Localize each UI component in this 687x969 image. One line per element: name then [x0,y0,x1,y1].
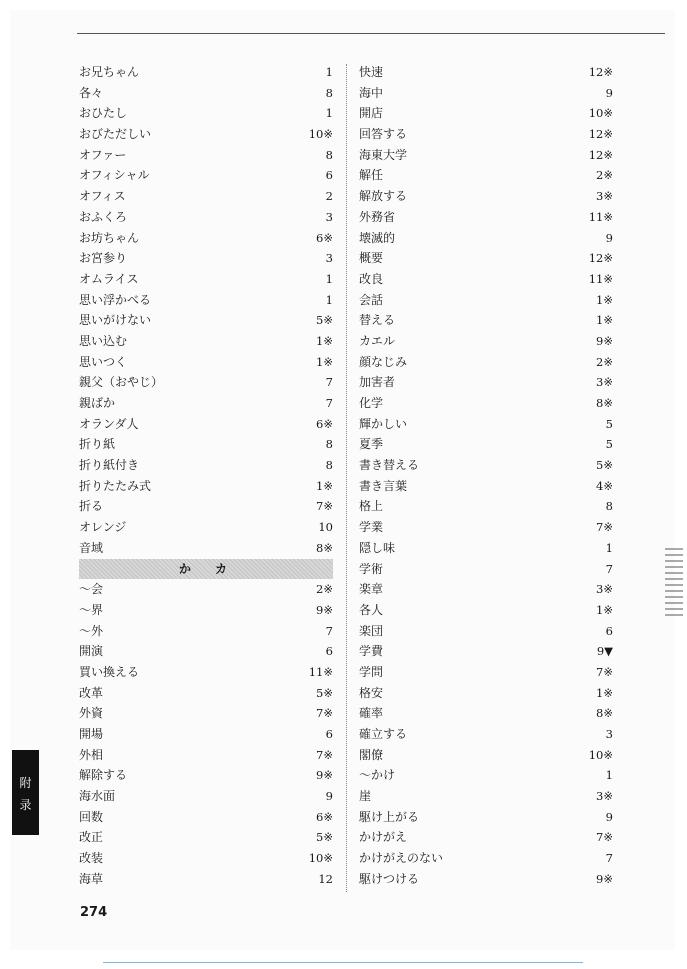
entry-lesson-number: 6 [325,727,333,741]
entry-word: 各々 [79,85,104,100]
entry-word: 壊滅的 [359,230,396,245]
entry-lesson-number: 3 [605,727,613,741]
index-entry [79,352,333,373]
entry-lesson-number: 2※ [316,582,333,597]
entry-lesson-number: 7 [605,561,613,576]
entry-lesson-number: 3※ [596,789,613,804]
index-entry [79,372,333,393]
index-entry [359,745,613,766]
index-entry [79,683,333,704]
entry-word: お坊ちゃん [79,230,140,245]
entry-lesson-number: 7※ [596,664,613,679]
entry-word: 海東大学 [359,147,408,162]
column-divider [346,64,347,892]
entry-word: 加害者 [359,375,396,390]
entry-word: 海水面 [79,789,116,804]
entry-lesson-number: 12※ [588,147,613,162]
entry-lesson-number: 1 [605,540,613,555]
index-entry [359,165,613,186]
index-entry [79,455,333,476]
entry-word: 音域 [79,540,104,555]
entry-lesson-number: 8 [325,458,333,473]
index-entry [79,393,333,414]
index-entry [359,786,613,807]
entry-lesson-number: 2 [325,189,333,204]
entry-lesson-number: 1※ [316,354,333,369]
entry-lesson-number: 1 [325,271,333,286]
entry-word: 顔なじみ [359,354,408,369]
entry-lesson-number: 8※ [596,706,613,721]
entry-word: カエル [359,333,396,348]
entry-word: 学問 [359,664,384,679]
entry-word: 思い浮かべる [79,292,152,307]
entry-word: 楽章 [359,582,384,597]
entry-lesson-number: 1※ [316,333,333,348]
entry-word: お兄ちゃん [79,65,140,79]
entry-word: 思い込む [79,333,128,348]
index-entry [359,414,613,435]
entry-lesson-number: 8 [325,437,333,452]
entry-lesson-number: 12※ [588,251,613,266]
index-entry [79,641,333,662]
entry-word: 開店 [359,106,384,121]
entry-lesson-number: 7※ [316,747,333,762]
index-entry [359,103,613,124]
index-entry [79,538,333,559]
index-entry [79,310,333,331]
entry-lesson-number: 7 [325,396,333,410]
entry-word: 駆けつける [359,871,420,886]
entry-word: オレンジ [79,520,127,535]
index-entry [79,765,333,786]
index-entry [79,869,333,890]
entry-lesson-number: 7 [325,623,333,638]
entry-lesson-number: 12※ [588,127,613,142]
index-entry [359,372,613,393]
section-header-ka: か カ [79,559,333,580]
index-entry [79,848,333,869]
entry-lesson-number: 7※ [596,520,613,535]
index-entry [359,848,613,869]
index-entry [79,124,333,145]
entry-lesson-number: 5※ [596,458,613,473]
index-entry [359,641,613,662]
entry-lesson-number: 8 [325,85,333,100]
entry-word: おびただしい [79,127,152,142]
entry-word: 改装 [79,851,104,866]
entry-word: 輝かしい [359,416,408,431]
index-entry [359,62,613,83]
entry-word: オランダ人 [79,416,139,431]
index-entry [79,248,333,269]
index-entry [79,600,333,621]
index-entry [79,228,333,249]
entry-word: 書き言葉 [359,478,408,493]
entry-word: 開場 [79,727,104,741]
entry-word: 海中 [359,85,384,100]
left-column [79,62,333,890]
entry-lesson-number: 12 [318,871,333,886]
bottom-rule [103,962,583,963]
index-entry [359,559,613,580]
entry-word: 格上 [359,499,384,514]
index-entry [79,269,333,290]
entry-lesson-number: 9▼ [596,644,613,659]
entry-word: 駆け上がる [359,809,420,824]
entry-word: 確立する [359,727,408,741]
entry-lesson-number: 2※ [596,354,613,369]
entry-lesson-number: 7※ [316,499,333,514]
entry-lesson-number: 6※ [316,809,333,824]
side-tab-char: 附 [19,776,32,790]
entry-word: 解除する [79,768,128,783]
entry-lesson-number: 10※ [588,747,613,762]
entry-word: オフィス [79,189,126,204]
entry-word: 思いつく [79,354,128,369]
index-entry [79,165,333,186]
entry-lesson-number: 11※ [308,664,333,679]
right-column [359,62,613,890]
entry-lesson-number: 9 [605,230,613,245]
entry-lesson-number: 3 [325,251,333,266]
entry-word: 解任 [359,168,384,183]
entry-word: 折る [79,499,104,514]
index-entry [359,145,613,166]
entry-lesson-number: 1 [325,292,333,307]
index-entry [359,352,613,373]
entry-lesson-number: 1※ [596,292,613,307]
entry-word: 買い換える [79,664,140,679]
entry-lesson-number: 9 [605,85,613,100]
entry-word: ～界 [79,602,104,617]
index-entry [79,476,333,497]
entry-word: おふくろ [79,209,128,224]
entry-lesson-number: 1※ [316,478,333,493]
side-tab-char: 录 [19,798,32,812]
entry-word: 海草 [79,871,104,886]
entry-lesson-number: 7 [325,375,333,390]
index-entry [359,207,613,228]
index-entry [359,662,613,683]
entry-lesson-number: 3※ [596,189,613,204]
entry-word: お宮参り [79,251,128,266]
entry-lesson-number: 9※ [316,602,333,617]
index-entry [79,207,333,228]
index-entry [79,414,333,435]
entry-word: オフィシャル [79,168,150,183]
index-entry [359,310,613,331]
index-entry [359,517,613,538]
index-entry [79,517,333,538]
page-number: 274 [80,905,108,920]
entry-lesson-number: 1※ [596,685,613,700]
entry-lesson-number: 11※ [588,271,613,286]
entry-word: 折り紙付き [79,458,140,473]
entry-word: オムライス [79,271,139,286]
entry-word: 確率 [359,706,384,721]
entry-lesson-number: 9 [325,789,333,804]
index-entry [79,703,333,724]
entry-lesson-number: 9※ [596,871,613,886]
entry-lesson-number: 7 [605,851,613,866]
entry-lesson-number: 6 [605,623,613,638]
entry-lesson-number: 1 [605,768,613,783]
entry-lesson-number: 4※ [596,478,613,493]
entry-lesson-number: 1※ [596,313,613,328]
index-entry [359,248,613,269]
entry-lesson-number: 5※ [316,685,333,700]
index-entry [79,807,333,828]
entry-word: 快速 [359,65,384,79]
entry-lesson-number: 9 [605,809,613,824]
entry-word: 回答する [359,127,408,142]
entry-word: 概要 [359,251,384,266]
entry-word: ～かけ [359,768,396,783]
index-entry [359,228,613,249]
entry-lesson-number: 6※ [316,230,333,245]
entry-lesson-number: 5※ [316,313,333,328]
entry-word: 学業 [359,520,384,535]
entry-word: 隠し味 [359,540,396,555]
entry-word: 書き替える [359,458,420,473]
entry-word: 思いがけない [79,313,152,328]
entry-word: 改正 [79,830,104,845]
entry-word: 各人 [359,602,384,617]
index-entry [359,455,613,476]
entry-lesson-number: 5 [605,437,613,452]
entry-lesson-number: 1※ [596,602,613,617]
index-entry [359,476,613,497]
entry-lesson-number: 10 [318,520,333,535]
index-entry [359,538,613,559]
index-entry [359,869,613,890]
index-entry [359,434,613,455]
entry-word: 格安 [359,685,384,700]
entry-word: 外相 [79,747,104,762]
entry-lesson-number: 2※ [596,168,613,183]
appendix-side-tab [12,750,39,835]
index-entry [79,62,333,83]
entry-word: 折り紙 [79,437,116,452]
entry-word: 改革 [79,685,104,700]
entry-lesson-number: 8 [325,147,333,162]
index-entry [359,124,613,145]
entry-word: 解放する [359,189,408,204]
index-entry [359,827,613,848]
index-entry [359,683,613,704]
entry-word: 親父（おやじ） [79,375,164,390]
entry-word: 改良 [359,271,384,286]
index-entry [359,269,613,290]
entry-lesson-number: 8※ [316,540,333,555]
entry-word: 会話 [359,292,384,307]
index-entry [359,83,613,104]
index-entry [359,393,613,414]
entry-lesson-number: 8 [605,499,613,514]
entry-word: 親ばか [79,396,116,410]
entry-word: 開演 [79,644,104,659]
entry-word: かけがえ [359,830,408,845]
index-entry [79,83,333,104]
entry-lesson-number: 3※ [596,582,613,597]
entry-lesson-number: 6※ [316,416,333,431]
index-entry [79,496,333,517]
entry-lesson-number: 3 [325,209,333,224]
index-entry [79,434,333,455]
index-entry [359,807,613,828]
index-entry [359,331,613,352]
index-entry [359,290,613,311]
index-entry [359,724,613,745]
entry-word: 崖 [359,789,372,804]
index-entry [79,579,333,600]
entry-word: かけがえのない [359,851,444,866]
top-rule [77,33,665,34]
entry-lesson-number: 10※ [308,851,333,866]
index-entry [79,745,333,766]
margin-scan-mark [665,548,683,618]
index-entry [359,600,613,621]
entry-lesson-number: 1 [325,65,333,79]
entry-lesson-number: 9※ [596,333,613,348]
entry-lesson-number: 10※ [588,106,613,121]
index-entry [359,186,613,207]
entry-word: おひたし [79,106,128,121]
entry-word: ～会 [79,582,104,597]
entry-word: ～外 [79,623,104,638]
entry-lesson-number: 10※ [308,127,333,142]
index-entry [359,765,613,786]
index-entry [359,496,613,517]
entry-lesson-number: 3※ [596,375,613,390]
index-entry [79,290,333,311]
index-entry [359,579,613,600]
index-entry [79,662,333,683]
index-entry [359,703,613,724]
entry-word: オファー [79,147,127,162]
index-entry [79,103,333,124]
entry-lesson-number: 11※ [588,209,613,224]
index-entry [79,331,333,352]
entry-word: 閣僚 [359,747,384,762]
index-entry [79,786,333,807]
entry-lesson-number: 1 [325,106,333,121]
entry-word: 回数 [79,809,104,824]
entry-word: 折りたたみ式 [79,478,152,493]
index-entry [79,145,333,166]
entry-lesson-number: 12※ [588,65,613,79]
index-entry [79,827,333,848]
index-entry [79,186,333,207]
index-entry [359,621,613,642]
entry-lesson-number: 7※ [316,706,333,721]
index-entry [79,621,333,642]
index-entry [79,724,333,745]
entry-word: 外資 [79,706,104,721]
entry-lesson-number: 8※ [596,396,613,410]
entry-word: 学術 [359,561,384,576]
entry-lesson-number: 7※ [596,830,613,845]
entry-lesson-number: 6 [325,644,333,659]
entry-word: 替える [359,313,396,328]
entry-lesson-number: 5 [605,416,613,431]
entry-word: 夏季 [359,437,384,452]
entry-word: 楽団 [359,623,384,638]
entry-lesson-number: 9※ [316,768,333,783]
entry-word: 化学 [359,396,384,410]
entry-lesson-number: 6 [325,168,333,183]
entry-lesson-number: 5※ [316,830,333,845]
entry-word: 学費 [359,644,384,659]
entry-word: 外務省 [359,209,396,224]
